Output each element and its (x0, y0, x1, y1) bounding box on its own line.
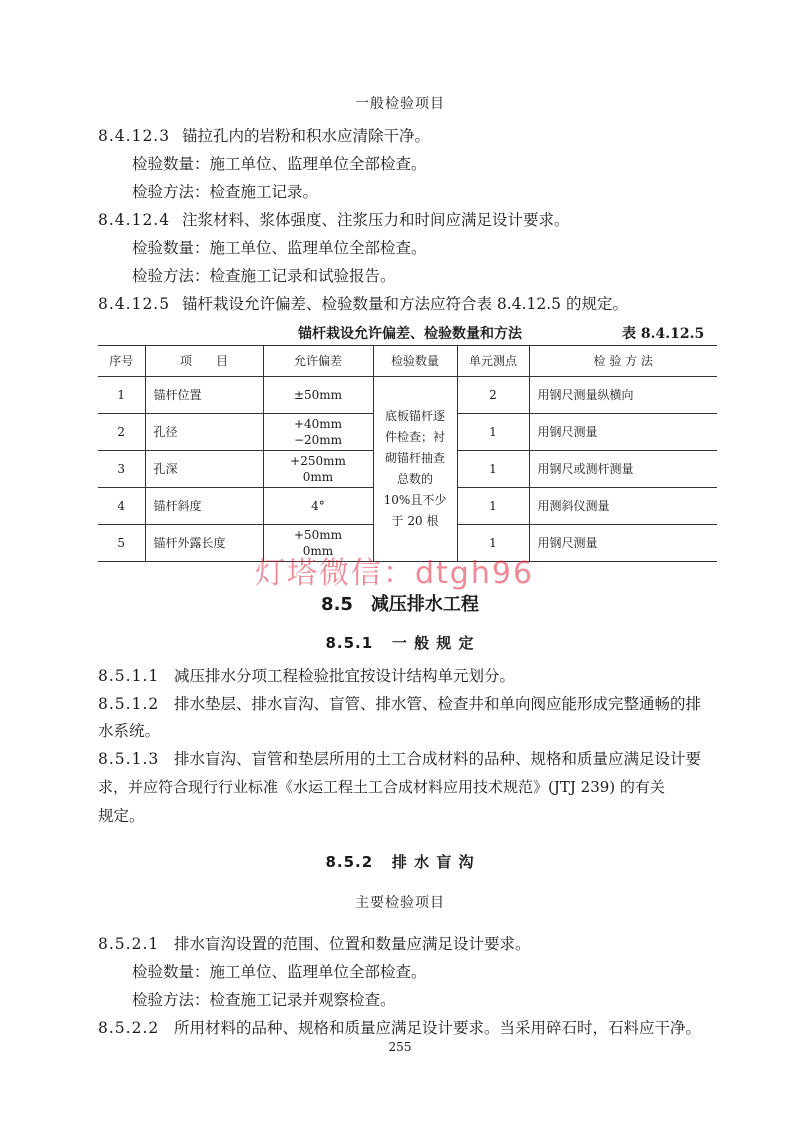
clause-number: 8.4.12.3 (98, 127, 171, 145)
header-cell: 检 验 方 法 (529, 346, 717, 377)
subheading-main-items: 主要检验项目 (355, 895, 445, 911)
clause-text: 排水盲沟、盲管和垫层所用的土工合成材料的品种、规格和质量应满足设计要 (174, 750, 702, 768)
header-cell: 单元测点 (457, 346, 529, 377)
clause-number: 8.5.1.2 (98, 695, 160, 713)
clause-continuation: 求，并应符合现行行业标准《水运工程土工合成材料应用技术规范》(JTJ 239) 的有关 (98, 778, 665, 796)
cell-method: 用钢尺测量纵横向 (529, 377, 717, 414)
clause-number: 8.4.12.4 (98, 211, 171, 229)
clause-text: 减压排水分项工程检验批宜按设计结构单元划分。 (174, 667, 516, 685)
inspection-quantity: 检验数量：施工单位、监理单位全部检查。 (132, 155, 427, 173)
deviation-lower: 0mm (302, 470, 334, 484)
clause-number: 8.5.2.2 (98, 1019, 160, 1037)
table-row (98, 377, 717, 414)
deviation-upper: +250mm (290, 454, 346, 468)
clause-text: 排水盲沟设置的范围、位置和数量应满足设计要求。 (174, 935, 531, 953)
cell-deviation (263, 488, 373, 525)
table-caption: 锚杆栽设允许偏差、检验数量和方法 (298, 326, 522, 342)
cell-points: 2 (457, 377, 529, 414)
cell-no: 5 (98, 525, 145, 562)
deviation-upper: +40mm (293, 417, 343, 431)
cell-item: 锚杆位置 (145, 377, 263, 414)
clause-8-5-2-2 (98, 1018, 701, 1038)
clause-8-5-1-3 (98, 749, 701, 769)
subsection-drainage-trench (0, 851, 800, 872)
clause-number: 8.5.1.3 (98, 750, 160, 768)
clause-text: 注浆材料、浆体强度、注浆压力和时间应满足设计要求。 (182, 211, 570, 229)
cell-points: 1 (457, 488, 529, 525)
clause-8-4-12-4 (98, 210, 570, 230)
deviation-lower: 0mm (302, 544, 334, 558)
clause-number: 8.4.12.5 (98, 295, 171, 313)
cell-deviation (263, 414, 373, 451)
table-header-row (98, 346, 717, 377)
watermark-text: 灯塔微信：dtgh96 (255, 556, 535, 591)
inspection-method: 检验方法：检查施工记录和试验报告。 (132, 267, 396, 285)
deviation-lower: −20mm (293, 433, 343, 447)
cell-deviation (263, 451, 373, 488)
header-cell: 允许偏差 (263, 346, 373, 377)
subheading-general-items: 一般检验项目 (355, 96, 445, 112)
subsection-title: 一 般 规 定 (391, 634, 475, 652)
subsection-number: 8.5.2 (325, 853, 374, 871)
clause-8-4-12-3 (98, 126, 430, 146)
tolerance-table (98, 345, 717, 562)
cell-no: 1 (98, 377, 145, 414)
deviation-upper: +50mm (293, 528, 343, 542)
cell-points: 1 (457, 414, 529, 451)
subsection-general-provisions (0, 632, 800, 653)
clause-continuation: 水系统。 (98, 722, 161, 740)
clause-8-4-12-5 (98, 294, 628, 314)
cell-method: 用钢尺或测杆测量 (529, 451, 717, 488)
cell-item: 孔径 (145, 414, 263, 451)
cell-method: 用钢尺测量 (529, 525, 717, 562)
header-cell: 检验数量 (373, 346, 457, 377)
cell-no: 4 (98, 488, 145, 525)
cell-item: 孔深 (145, 451, 263, 488)
cell-points: 1 (457, 451, 529, 488)
cell-item: 锚杆外露长度 (145, 525, 263, 562)
clause-text: 锚拉孔内的岩粉和积水应清除干净。 (182, 127, 431, 145)
cell-no: 3 (98, 451, 145, 488)
clause-text: 所用材料的品种、规格和质量应满足设计要求。当采用碎石时，石料应干净。 (174, 1019, 702, 1037)
subsection-number: 8.5.1 (325, 634, 374, 652)
header-cell: 序号 (98, 346, 145, 377)
page-number: 255 (388, 1040, 412, 1054)
cell-item: 锚杆斜度 (145, 488, 263, 525)
deviation-value: ±50mm (293, 388, 343, 402)
clause-continuation: 规定。 (98, 807, 145, 825)
inspection-method: 检验方法：检查施工记录。 (132, 183, 319, 201)
cell-method: 用钢尺测量 (529, 414, 717, 451)
clause-8-5-1-2 (98, 694, 701, 714)
cell-deviation (263, 377, 373, 414)
cell-method: 用测斜仪测量 (529, 488, 717, 525)
header-cell: 项 目 (145, 346, 263, 377)
inspection-method: 检验方法：检查施工记录并观察检查。 (132, 991, 396, 1009)
cell-inspection-quantity: 底板锚杆逐件检查；衬砌锚杆抽查总数的 10%且不少于 20 根 (373, 377, 457, 562)
clause-8-5-1-1 (98, 666, 515, 686)
inspection-quantity: 检验数量：施工单位、监理单位全部检查。 (132, 239, 427, 257)
inspection-quantity: 检验数量：施工单位、监理单位全部检查。 (132, 963, 427, 981)
clause-8-5-2-1 (98, 934, 531, 954)
table-number: 表 8.4.12.5 (622, 326, 705, 342)
clause-text: 锚杆栽设允许偏差、检验数量和方法应符合表 8.4.12.5 的规定。 (182, 295, 628, 313)
clause-number: 8.5.1.1 (98, 667, 160, 685)
deviation-value: 4° (311, 499, 325, 513)
subsection-title: 排 水 盲 沟 (391, 853, 475, 871)
cell-points: 1 (457, 525, 529, 562)
section-title: 8.5 减压排水工程 (321, 594, 479, 615)
cell-no: 2 (98, 414, 145, 451)
clause-text: 排水垫层、排水盲沟、盲管、排水管、检查井和单向阀应能形成完整通畅的排 (174, 695, 702, 713)
clause-number: 8.5.2.1 (98, 935, 160, 953)
